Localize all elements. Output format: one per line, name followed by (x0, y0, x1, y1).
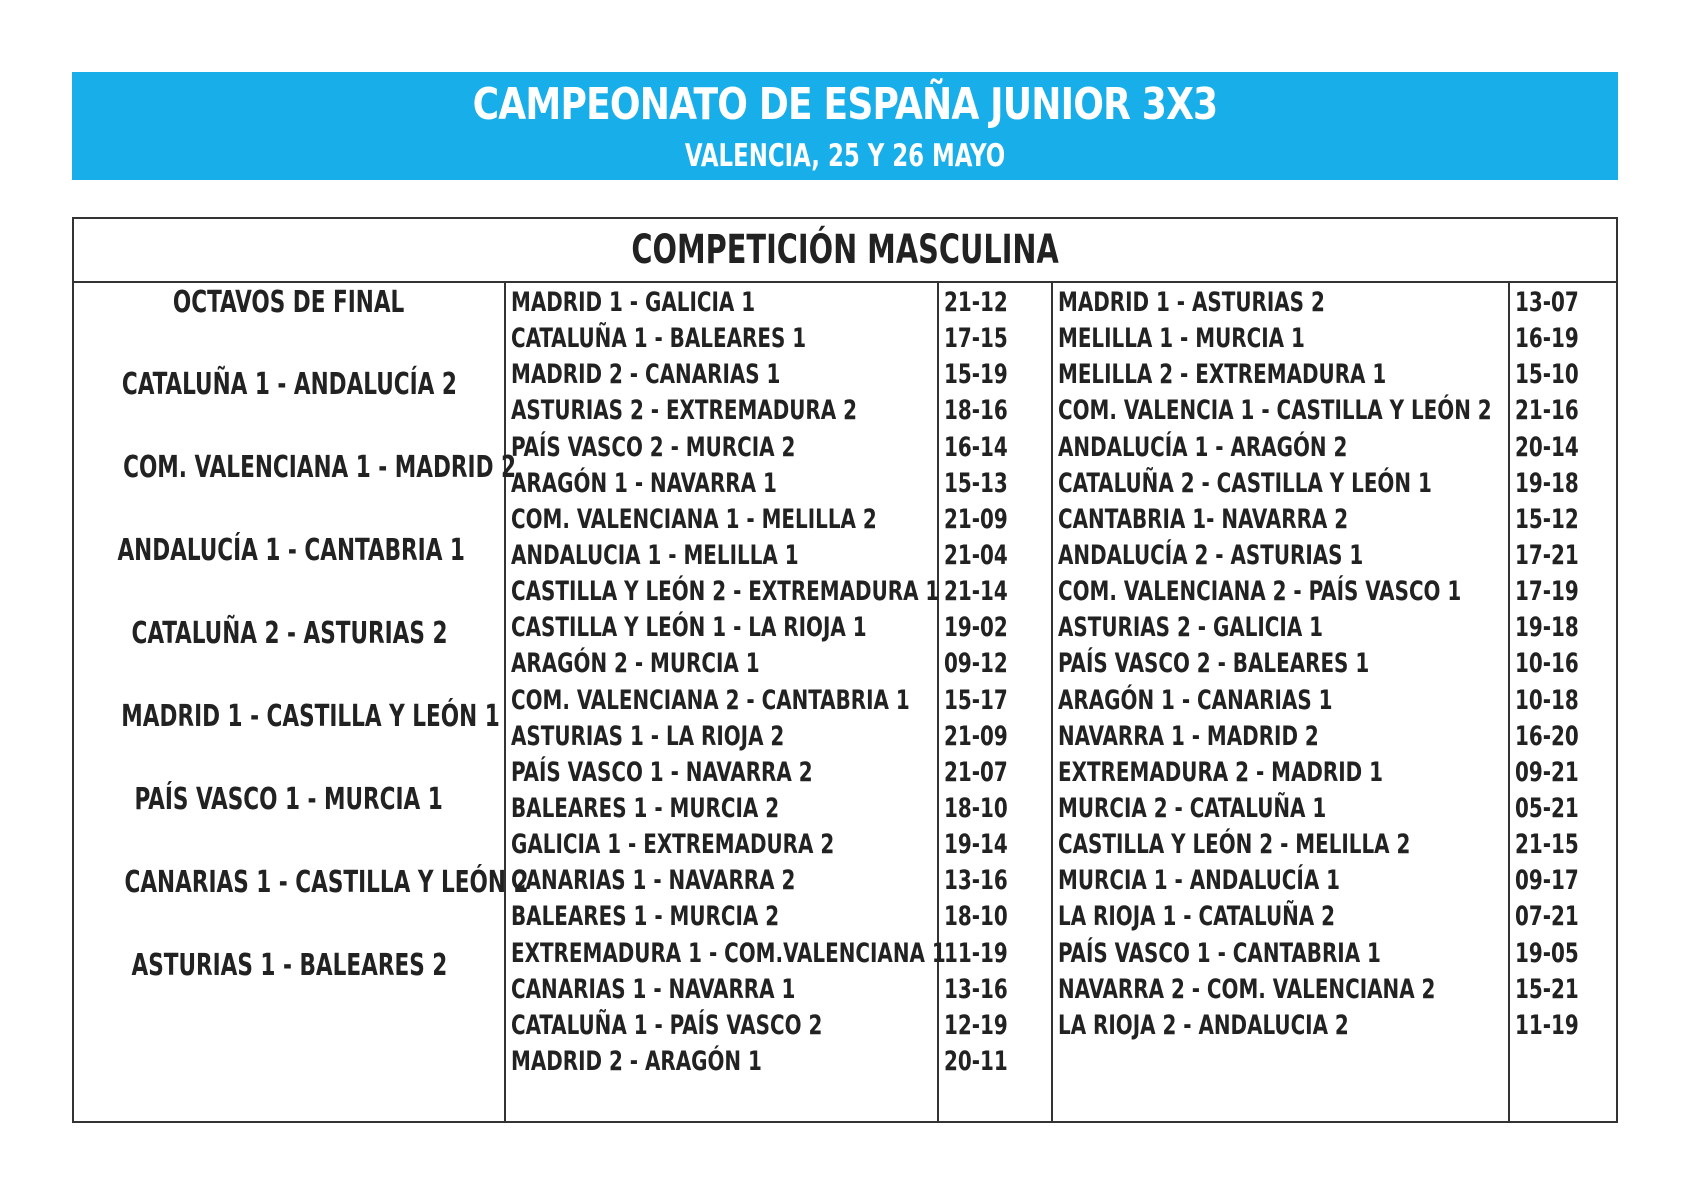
results-table (72, 217, 1618, 1123)
match-name: ASTURIAS 2 - EXTREMADURA 2 (511, 395, 857, 427)
match-name: MURCIA 1 - ANDALUCÍA 1 (1058, 865, 1341, 897)
octavos-match: CATALUÑA 2 - ASTURIAS 2 (130, 616, 447, 651)
match-score: 19-18 (1515, 467, 1579, 499)
match-score: 11-19 (1515, 1009, 1579, 1041)
match-name: CATALUÑA 2 - CASTILLA Y LEÓN 1 (1058, 467, 1432, 499)
match-score: 21-07 (944, 756, 1008, 788)
match-score: 16-19 (1515, 323, 1579, 355)
match-name: CATALUÑA 1 - PAÍS VASCO 2 (511, 1009, 823, 1041)
match-name: GALICIA 1 - EXTREMADURA 2 (511, 829, 835, 861)
match-score: 21-09 (944, 720, 1008, 752)
match-name: CATALUÑA 1 - BALEARES 1 (511, 323, 807, 355)
match-score: 18-10 (944, 901, 1008, 933)
match-name: CASTILLA Y LEÓN 1 - LA RIOJA 1 (511, 612, 867, 644)
match-name: COM. VALENCIANA 2 - PAÍS VASCO 1 (1058, 576, 1462, 608)
match-score: 19-05 (1515, 937, 1579, 969)
match-score: 20-11 (944, 1045, 1008, 1077)
match-score: 15-19 (944, 359, 1008, 391)
octavos-match: MADRID 1 - CASTILLA Y LEÓN 1 (121, 699, 500, 734)
match-score: 21-12 (944, 287, 1008, 318)
match-score: 17-15 (944, 323, 1008, 355)
match-name: ARAGÓN 1 - CANARIAS 1 (1058, 684, 1333, 716)
match-score: 13-07 (1515, 287, 1579, 318)
page-subtitle: VALENCIA, 25 Y 26 MAYO (684, 138, 1006, 174)
column-divider (1508, 283, 1510, 1121)
match-name: CASTILLA Y LEÓN 2 - EXTREMADURA 1 (511, 576, 940, 608)
match-score: 09-17 (1515, 865, 1579, 897)
match-name: MADRID 1 - GALICIA 1 (511, 287, 756, 318)
match-score: 10-18 (1515, 684, 1579, 716)
match-name: COM. VALENCIANA 1 - MELILLA 2 (511, 503, 877, 535)
match-score: 21-16 (1515, 395, 1579, 427)
header-banner (72, 72, 1618, 180)
match-score: 13-16 (944, 865, 1008, 897)
match-score: 13-16 (944, 973, 1008, 1005)
match-name: CASTILLA Y LEÓN 2 - MELILLA 2 (1058, 829, 1411, 861)
match-score: 21-09 (944, 503, 1008, 535)
match-score: 15-21 (1515, 973, 1579, 1005)
section-title: COMPETICIÓN MASCULINA (74, 219, 1616, 283)
results-left-matches (511, 285, 946, 1080)
match-score: 11-19 (944, 937, 1008, 969)
match-score: 18-16 (944, 395, 1008, 427)
match-name: ANDALUCIA 1 - MELILLA 1 (511, 539, 799, 571)
match-name: PAÍS VASCO 1 - CANTABRIA 1 (1058, 937, 1381, 969)
match-name: PAÍS VASCO 1 - NAVARRA 2 (511, 756, 813, 788)
column-divider (504, 283, 506, 1121)
match-score: 17-19 (1515, 576, 1579, 608)
match-score: 20-14 (1515, 431, 1579, 463)
match-score: 10-16 (1515, 648, 1579, 680)
match-name: CANTABRIA 1- NAVARRA 2 (1058, 503, 1349, 535)
match-name: EXTREMADURA 2 - MADRID 1 (1058, 756, 1384, 788)
octavos-match: COM. VALENCIANA 1 - MADRID 2 (123, 450, 517, 485)
match-name: LA RIOJA 2 - ANDALUCIA 2 (1058, 1009, 1349, 1041)
column-divider (937, 283, 939, 1121)
match-score: 15-13 (944, 467, 1008, 499)
match-name: MADRID 2 - CANARIAS 1 (511, 359, 781, 391)
match-name: ARAGÓN 1 - NAVARRA 1 (511, 467, 777, 499)
match-name: NAVARRA 2 - COM. VALENCIANA 2 (1058, 973, 1436, 1005)
match-name: PAÍS VASCO 2 - BALEARES 1 (1058, 648, 1370, 680)
match-score: 12-19 (944, 1009, 1008, 1041)
match-name: ASTURIAS 2 - GALICIA 1 (1058, 612, 1324, 644)
results-right-matches (1058, 285, 1506, 1044)
match-score: 19-18 (1515, 612, 1579, 644)
match-name: BALEARES 1 - MURCIA 2 (511, 901, 780, 933)
match-score: 16-14 (944, 431, 1008, 463)
match-name: ANDALUCÍA 2 - ASTURIAS 1 (1058, 539, 1364, 571)
match-score: 09-12 (944, 648, 1008, 680)
match-name: MELILLA 2 - EXTREMADURA 1 (1058, 359, 1387, 391)
match-score: 16-20 (1515, 720, 1579, 752)
match-score: 21-04 (944, 539, 1008, 571)
match-name: ANDALUCÍA 1 - ARAGÓN 2 (1058, 431, 1348, 463)
match-score: 15-10 (1515, 359, 1579, 391)
page-title: CAMPEONATO DE ESPAÑA JUNIOR 3X3 (472, 79, 1218, 130)
match-name: ARAGÓN 2 - MURCIA 1 (511, 648, 760, 680)
results-left-scores (944, 285, 1049, 1080)
match-name: ASTURIAS 1 - LA RIOJA 2 (511, 720, 785, 752)
match-name: NAVARRA 1 - MADRID 2 (1058, 720, 1319, 752)
match-score: 17-21 (1515, 539, 1579, 571)
match-name: EXTREMADURA 1 - COM.VALENCIANA 1 (511, 937, 946, 969)
results-right-scores (1515, 285, 1615, 1044)
match-score: 15-12 (1515, 503, 1579, 535)
match-name: PAÍS VASCO 2 - MURCIA 2 (511, 431, 796, 463)
match-name: CANARIAS 1 - NAVARRA 1 (511, 973, 796, 1005)
match-name: COM. VALENCIA 1 - CASTILLA Y LEÓN 2 (1058, 395, 1492, 427)
column-divider (1051, 283, 1053, 1121)
match-name: MADRID 1 - ASTURIAS 2 (1058, 287, 1325, 318)
match-name: CANARIAS 1 - NAVARRA 2 (511, 865, 796, 897)
match-name: MADRID 2 - ARAGÓN 1 (511, 1045, 762, 1077)
octavos-match: ASTURIAS 1 - BALEARES 2 (131, 948, 447, 983)
octavos-match: ANDALUCÍA 1 - CANTABRIA 1 (117, 533, 465, 568)
match-score: 09-21 (1515, 756, 1579, 788)
match-score: 21-14 (944, 576, 1008, 608)
match-score: 21-15 (1515, 829, 1579, 861)
match-score: 15-17 (944, 684, 1008, 716)
match-name: COM. VALENCIANA 2 - CANTABRIA 1 (511, 684, 910, 716)
match-score: 18-10 (944, 792, 1008, 824)
match-score: 07-21 (1515, 901, 1579, 933)
match-name: BALEARES 1 - MURCIA 2 (511, 792, 780, 824)
match-score: 05-21 (1515, 792, 1579, 824)
octavos-match: CATALUÑA 1 - ANDALUCÍA 2 (121, 367, 457, 402)
match-name: MURCIA 2 - CATALUÑA 1 (1058, 792, 1327, 824)
octavos-match: PAÍS VASCO 1 - MURCIA 1 (134, 782, 444, 817)
match-name: MELILLA 1 - MURCIA 1 (1058, 323, 1305, 355)
octavos-match: CANARIAS 1 - CASTILLA Y LEÓN 2 (124, 865, 529, 900)
match-name: LA RIOJA 1 - CATALUÑA 2 (1058, 901, 1336, 933)
octavos-heading: OCTAVOS DE FINAL (173, 285, 405, 320)
match-score: 19-02 (944, 612, 1008, 644)
match-score: 19-14 (944, 829, 1008, 861)
